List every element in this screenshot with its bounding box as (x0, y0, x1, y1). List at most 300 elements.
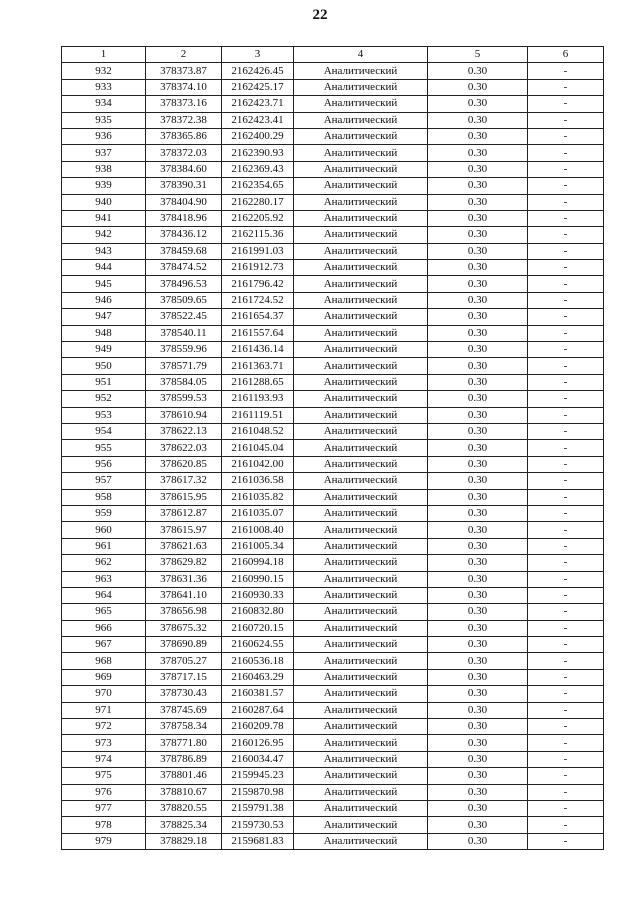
accuracy-cell: 0.30 (428, 128, 528, 144)
accuracy-cell: 0.30 (428, 423, 528, 439)
y-coordinate-cell: 2161008.40 (222, 522, 294, 538)
y-coordinate-cell: 2161119.51 (222, 407, 294, 423)
table-row (62, 391, 604, 407)
note-cell: - (528, 768, 604, 784)
table-row (62, 571, 604, 587)
y-coordinate-cell: 2161991.03 (222, 243, 294, 259)
table-row (62, 473, 604, 489)
x-coordinate-cell: 378404.90 (146, 194, 222, 210)
method-cell: Аналитический (294, 358, 428, 374)
y-coordinate-cell: 2159945.23 (222, 768, 294, 784)
point-number-cell: 942 (62, 227, 146, 243)
method-cell: Аналитический (294, 96, 428, 112)
point-number-cell: 965 (62, 604, 146, 620)
accuracy-cell: 0.30 (428, 178, 528, 194)
method-cell: Аналитический (294, 817, 428, 833)
note-cell: - (528, 522, 604, 538)
table-row (62, 374, 604, 390)
point-number-cell: 938 (62, 161, 146, 177)
point-number-cell: 969 (62, 669, 146, 685)
table-row (62, 784, 604, 800)
method-cell: Аналитический (294, 292, 428, 308)
point-number-cell: 934 (62, 96, 146, 112)
accuracy-cell: 0.30 (428, 571, 528, 587)
y-coordinate-cell: 2159681.83 (222, 833, 294, 849)
note-cell: - (528, 620, 604, 636)
method-cell: Аналитический (294, 505, 428, 521)
x-coordinate-cell: 378758.34 (146, 719, 222, 735)
table-row (62, 194, 604, 210)
x-coordinate-cell: 378825.34 (146, 817, 222, 833)
method-cell: Аналитический (294, 63, 428, 79)
point-number-cell: 955 (62, 440, 146, 456)
accuracy-cell: 0.30 (428, 358, 528, 374)
method-cell: Аналитический (294, 686, 428, 702)
x-coordinate-cell: 378373.16 (146, 96, 222, 112)
note-cell: - (528, 161, 604, 177)
point-number-cell: 976 (62, 784, 146, 800)
table-row (62, 686, 604, 702)
y-coordinate-cell: 2160624.55 (222, 637, 294, 653)
x-coordinate-cell: 378631.36 (146, 571, 222, 587)
method-cell: Аналитический (294, 637, 428, 653)
accuracy-cell: 0.30 (428, 604, 528, 620)
accuracy-cell: 0.30 (428, 292, 528, 308)
note-cell: - (528, 145, 604, 161)
method-cell: Аналитический (294, 669, 428, 685)
y-coordinate-cell: 2160381.57 (222, 686, 294, 702)
column-header-6: 6 (528, 47, 604, 63)
accuracy-cell: 0.30 (428, 79, 528, 95)
y-coordinate-cell: 2161654.37 (222, 309, 294, 325)
accuracy-cell: 0.30 (428, 63, 528, 79)
column-header-1: 1 (62, 47, 146, 63)
x-coordinate-cell: 378786.89 (146, 751, 222, 767)
accuracy-cell: 0.30 (428, 505, 528, 521)
table-row (62, 538, 604, 554)
table-row (62, 227, 604, 243)
table-row (62, 719, 604, 735)
accuracy-cell: 0.30 (428, 260, 528, 276)
x-coordinate-cell: 378509.65 (146, 292, 222, 308)
accuracy-cell: 0.30 (428, 227, 528, 243)
table-header-row (62, 47, 604, 63)
x-coordinate-cell: 378675.32 (146, 620, 222, 636)
x-coordinate-cell: 378829.18 (146, 833, 222, 849)
y-coordinate-cell: 2160720.15 (222, 620, 294, 636)
method-cell: Аналитический (294, 702, 428, 718)
accuracy-cell: 0.30 (428, 325, 528, 341)
y-coordinate-cell: 2161036.58 (222, 473, 294, 489)
method-cell: Аналитический (294, 604, 428, 620)
table-row (62, 800, 604, 816)
x-coordinate-cell: 378372.38 (146, 112, 222, 128)
y-coordinate-cell: 2162115.36 (222, 227, 294, 243)
table-row (62, 260, 604, 276)
table-row (62, 161, 604, 177)
column-header-2: 2 (146, 47, 222, 63)
x-coordinate-cell: 378820.55 (146, 800, 222, 816)
x-coordinate-cell: 378610.94 (146, 407, 222, 423)
x-coordinate-cell: 378771.80 (146, 735, 222, 751)
table-row (62, 112, 604, 128)
point-number-cell: 939 (62, 178, 146, 194)
note-cell: - (528, 800, 604, 816)
note-cell: - (528, 276, 604, 292)
y-coordinate-cell: 2162354.65 (222, 178, 294, 194)
accuracy-cell: 0.30 (428, 440, 528, 456)
table-row (62, 358, 604, 374)
table-row (62, 440, 604, 456)
method-cell: Аналитический (294, 538, 428, 554)
method-cell: Аналитический (294, 407, 428, 423)
note-cell: - (528, 817, 604, 833)
y-coordinate-cell: 2161288.65 (222, 374, 294, 390)
accuracy-cell: 0.30 (428, 145, 528, 161)
method-cell: Аналитический (294, 178, 428, 194)
method-cell: Аналитический (294, 243, 428, 259)
method-cell: Аналитический (294, 489, 428, 505)
point-number-cell: 933 (62, 79, 146, 95)
point-number-cell: 936 (62, 128, 146, 144)
y-coordinate-cell: 2162369.43 (222, 161, 294, 177)
method-cell: Аналитический (294, 194, 428, 210)
y-coordinate-cell: 2162280.17 (222, 194, 294, 210)
accuracy-cell: 0.30 (428, 719, 528, 735)
method-cell: Аналитический (294, 260, 428, 276)
y-coordinate-cell: 2159730.53 (222, 817, 294, 833)
y-coordinate-cell: 2162423.41 (222, 112, 294, 128)
table-row (62, 309, 604, 325)
table-row (62, 555, 604, 571)
y-coordinate-cell: 2161035.07 (222, 505, 294, 521)
point-number-cell: 946 (62, 292, 146, 308)
method-cell: Аналитический (294, 751, 428, 767)
y-coordinate-cell: 2160930.33 (222, 587, 294, 603)
coordinates-table (61, 46, 604, 850)
accuracy-cell: 0.30 (428, 161, 528, 177)
method-cell: Аналитический (294, 473, 428, 489)
x-coordinate-cell: 378617.32 (146, 473, 222, 489)
table-row (62, 489, 604, 505)
note-cell: - (528, 358, 604, 374)
point-number-cell: 978 (62, 817, 146, 833)
method-cell: Аналитический (294, 145, 428, 161)
accuracy-cell: 0.30 (428, 210, 528, 226)
note-cell: - (528, 489, 604, 505)
column-header-5: 5 (428, 47, 528, 63)
method-cell: Аналитический (294, 309, 428, 325)
method-cell: Аналитический (294, 587, 428, 603)
x-coordinate-cell: 378622.03 (146, 440, 222, 456)
table-row (62, 243, 604, 259)
y-coordinate-cell: 2161045.04 (222, 440, 294, 456)
note-cell: - (528, 669, 604, 685)
x-coordinate-cell: 378810.67 (146, 784, 222, 800)
accuracy-cell: 0.30 (428, 96, 528, 112)
method-cell: Аналитический (294, 522, 428, 538)
accuracy-cell: 0.30 (428, 309, 528, 325)
note-cell: - (528, 653, 604, 669)
x-coordinate-cell: 378384.60 (146, 161, 222, 177)
y-coordinate-cell: 2159791.38 (222, 800, 294, 816)
table-row (62, 637, 604, 653)
table-row (62, 768, 604, 784)
point-number-cell: 962 (62, 555, 146, 571)
accuracy-cell: 0.30 (428, 112, 528, 128)
table-row (62, 817, 604, 833)
table-row (62, 79, 604, 95)
accuracy-cell: 0.30 (428, 735, 528, 751)
table-row (62, 96, 604, 112)
accuracy-cell: 0.30 (428, 686, 528, 702)
point-number-cell: 947 (62, 309, 146, 325)
method-cell: Аналитический (294, 161, 428, 177)
x-coordinate-cell: 378705.27 (146, 653, 222, 669)
y-coordinate-cell: 2161724.52 (222, 292, 294, 308)
point-number-cell: 970 (62, 686, 146, 702)
x-coordinate-cell: 378620.85 (146, 456, 222, 472)
table-row (62, 423, 604, 439)
column-header-3: 3 (222, 47, 294, 63)
y-coordinate-cell: 2160990.15 (222, 571, 294, 587)
note-cell: - (528, 227, 604, 243)
note-cell: - (528, 833, 604, 849)
point-number-cell: 941 (62, 210, 146, 226)
point-number-cell: 950 (62, 358, 146, 374)
point-number-cell: 944 (62, 260, 146, 276)
y-coordinate-cell: 2160287.64 (222, 702, 294, 718)
method-cell: Аналитический (294, 276, 428, 292)
point-number-cell: 979 (62, 833, 146, 849)
method-cell: Аналитический (294, 784, 428, 800)
note-cell: - (528, 440, 604, 456)
point-number-cell: 954 (62, 423, 146, 439)
accuracy-cell: 0.30 (428, 800, 528, 816)
point-number-cell: 937 (62, 145, 146, 161)
x-coordinate-cell: 378622.13 (146, 423, 222, 439)
table-row (62, 342, 604, 358)
table-row (62, 456, 604, 472)
x-coordinate-cell: 378372.03 (146, 145, 222, 161)
table-row (62, 407, 604, 423)
point-number-cell: 959 (62, 505, 146, 521)
x-coordinate-cell: 378641.10 (146, 587, 222, 603)
table-row (62, 702, 604, 718)
table-row (62, 620, 604, 636)
accuracy-cell: 0.30 (428, 555, 528, 571)
y-coordinate-cell: 2161193.93 (222, 391, 294, 407)
note-cell: - (528, 538, 604, 554)
point-number-cell: 953 (62, 407, 146, 423)
x-coordinate-cell: 378717.15 (146, 669, 222, 685)
x-coordinate-cell: 378656.98 (146, 604, 222, 620)
note-cell: - (528, 243, 604, 259)
note-cell: - (528, 96, 604, 112)
table-row (62, 128, 604, 144)
y-coordinate-cell: 2159870.98 (222, 784, 294, 800)
x-coordinate-cell: 378801.46 (146, 768, 222, 784)
method-cell: Аналитический (294, 128, 428, 144)
point-number-cell: 957 (62, 473, 146, 489)
note-cell: - (528, 456, 604, 472)
x-coordinate-cell: 378571.79 (146, 358, 222, 374)
point-number-cell: 963 (62, 571, 146, 587)
note-cell: - (528, 423, 604, 439)
accuracy-cell: 0.30 (428, 669, 528, 685)
y-coordinate-cell: 2162400.29 (222, 128, 294, 144)
point-number-cell: 948 (62, 325, 146, 341)
note-cell: - (528, 374, 604, 390)
x-coordinate-cell: 378436.12 (146, 227, 222, 243)
table-row (62, 604, 604, 620)
accuracy-cell: 0.30 (428, 407, 528, 423)
note-cell: - (528, 505, 604, 521)
method-cell: Аналитический (294, 800, 428, 816)
x-coordinate-cell: 378730.43 (146, 686, 222, 702)
table-row (62, 751, 604, 767)
accuracy-cell: 0.30 (428, 653, 528, 669)
point-number-cell: 943 (62, 243, 146, 259)
note-cell: - (528, 79, 604, 95)
method-cell: Аналитический (294, 374, 428, 390)
x-coordinate-cell: 378373.87 (146, 63, 222, 79)
note-cell: - (528, 342, 604, 358)
point-number-cell: 945 (62, 276, 146, 292)
method-cell: Аналитический (294, 79, 428, 95)
y-coordinate-cell: 2161912.73 (222, 260, 294, 276)
point-number-cell: 977 (62, 800, 146, 816)
note-cell: - (528, 309, 604, 325)
page-number: 22 (312, 7, 328, 23)
table-row (62, 276, 604, 292)
method-cell: Аналитический (294, 391, 428, 407)
note-cell: - (528, 210, 604, 226)
y-coordinate-cell: 2162390.93 (222, 145, 294, 161)
y-coordinate-cell: 2160463.29 (222, 669, 294, 685)
note-cell: - (528, 112, 604, 128)
y-coordinate-cell: 2162426.45 (222, 63, 294, 79)
point-number-cell: 974 (62, 751, 146, 767)
accuracy-cell: 0.30 (428, 243, 528, 259)
point-number-cell: 952 (62, 391, 146, 407)
note-cell: - (528, 571, 604, 587)
point-number-cell: 968 (62, 653, 146, 669)
note-cell: - (528, 194, 604, 210)
note-cell: - (528, 735, 604, 751)
table-row (62, 325, 604, 341)
point-number-cell: 949 (62, 342, 146, 358)
x-coordinate-cell: 378390.31 (146, 178, 222, 194)
x-coordinate-cell: 378418.96 (146, 210, 222, 226)
method-cell: Аналитический (294, 227, 428, 243)
x-coordinate-cell: 378584.05 (146, 374, 222, 390)
x-coordinate-cell: 378540.11 (146, 325, 222, 341)
point-number-cell: 971 (62, 702, 146, 718)
point-number-cell: 966 (62, 620, 146, 636)
table-row (62, 505, 604, 521)
point-number-cell: 940 (62, 194, 146, 210)
note-cell: - (528, 702, 604, 718)
method-cell: Аналитический (294, 423, 428, 439)
note-cell: - (528, 473, 604, 489)
method-cell: Аналитический (294, 325, 428, 341)
table-row (62, 653, 604, 669)
method-cell: Аналитический (294, 440, 428, 456)
accuracy-cell: 0.30 (428, 456, 528, 472)
accuracy-cell: 0.30 (428, 817, 528, 833)
method-cell: Аналитический (294, 735, 428, 751)
method-cell: Аналитический (294, 833, 428, 849)
x-coordinate-cell: 378629.82 (146, 555, 222, 571)
column-header-4: 4 (294, 47, 428, 63)
x-coordinate-cell: 378599.53 (146, 391, 222, 407)
x-coordinate-cell: 378474.52 (146, 260, 222, 276)
point-number-cell: 972 (62, 719, 146, 735)
method-cell: Аналитический (294, 210, 428, 226)
table-row (62, 145, 604, 161)
table-row (62, 587, 604, 603)
x-coordinate-cell: 378559.96 (146, 342, 222, 358)
x-coordinate-cell: 378522.45 (146, 309, 222, 325)
y-coordinate-cell: 2160034.47 (222, 751, 294, 767)
x-coordinate-cell: 378615.97 (146, 522, 222, 538)
method-cell: Аналитический (294, 456, 428, 472)
y-coordinate-cell: 2161436.14 (222, 342, 294, 358)
note-cell: - (528, 555, 604, 571)
table-row (62, 833, 604, 849)
accuracy-cell: 0.30 (428, 702, 528, 718)
accuracy-cell: 0.30 (428, 637, 528, 653)
point-number-cell: 935 (62, 112, 146, 128)
y-coordinate-cell: 2160994.18 (222, 555, 294, 571)
accuracy-cell: 0.30 (428, 391, 528, 407)
note-cell: - (528, 407, 604, 423)
accuracy-cell: 0.30 (428, 833, 528, 849)
method-cell: Аналитический (294, 719, 428, 735)
y-coordinate-cell: 2161796.42 (222, 276, 294, 292)
accuracy-cell: 0.30 (428, 194, 528, 210)
note-cell: - (528, 686, 604, 702)
note-cell: - (528, 719, 604, 735)
x-coordinate-cell: 378459.68 (146, 243, 222, 259)
x-coordinate-cell: 378374.10 (146, 79, 222, 95)
accuracy-cell: 0.30 (428, 473, 528, 489)
x-coordinate-cell: 378615.95 (146, 489, 222, 505)
accuracy-cell: 0.30 (428, 276, 528, 292)
table-row (62, 669, 604, 685)
accuracy-cell: 0.30 (428, 342, 528, 358)
y-coordinate-cell: 2162423.71 (222, 96, 294, 112)
y-coordinate-cell: 2161042.00 (222, 456, 294, 472)
accuracy-cell: 0.30 (428, 489, 528, 505)
y-coordinate-cell: 2160536.18 (222, 653, 294, 669)
point-number-cell: 951 (62, 374, 146, 390)
table-row (62, 210, 604, 226)
point-number-cell: 975 (62, 768, 146, 784)
y-coordinate-cell: 2161557.64 (222, 325, 294, 341)
x-coordinate-cell: 378621.63 (146, 538, 222, 554)
point-number-cell: 964 (62, 587, 146, 603)
note-cell: - (528, 784, 604, 800)
method-cell: Аналитический (294, 112, 428, 128)
note-cell: - (528, 587, 604, 603)
point-number-cell: 961 (62, 538, 146, 554)
x-coordinate-cell: 378365.86 (146, 128, 222, 144)
y-coordinate-cell: 2161035.82 (222, 489, 294, 505)
table-row (62, 63, 604, 79)
accuracy-cell: 0.30 (428, 522, 528, 538)
